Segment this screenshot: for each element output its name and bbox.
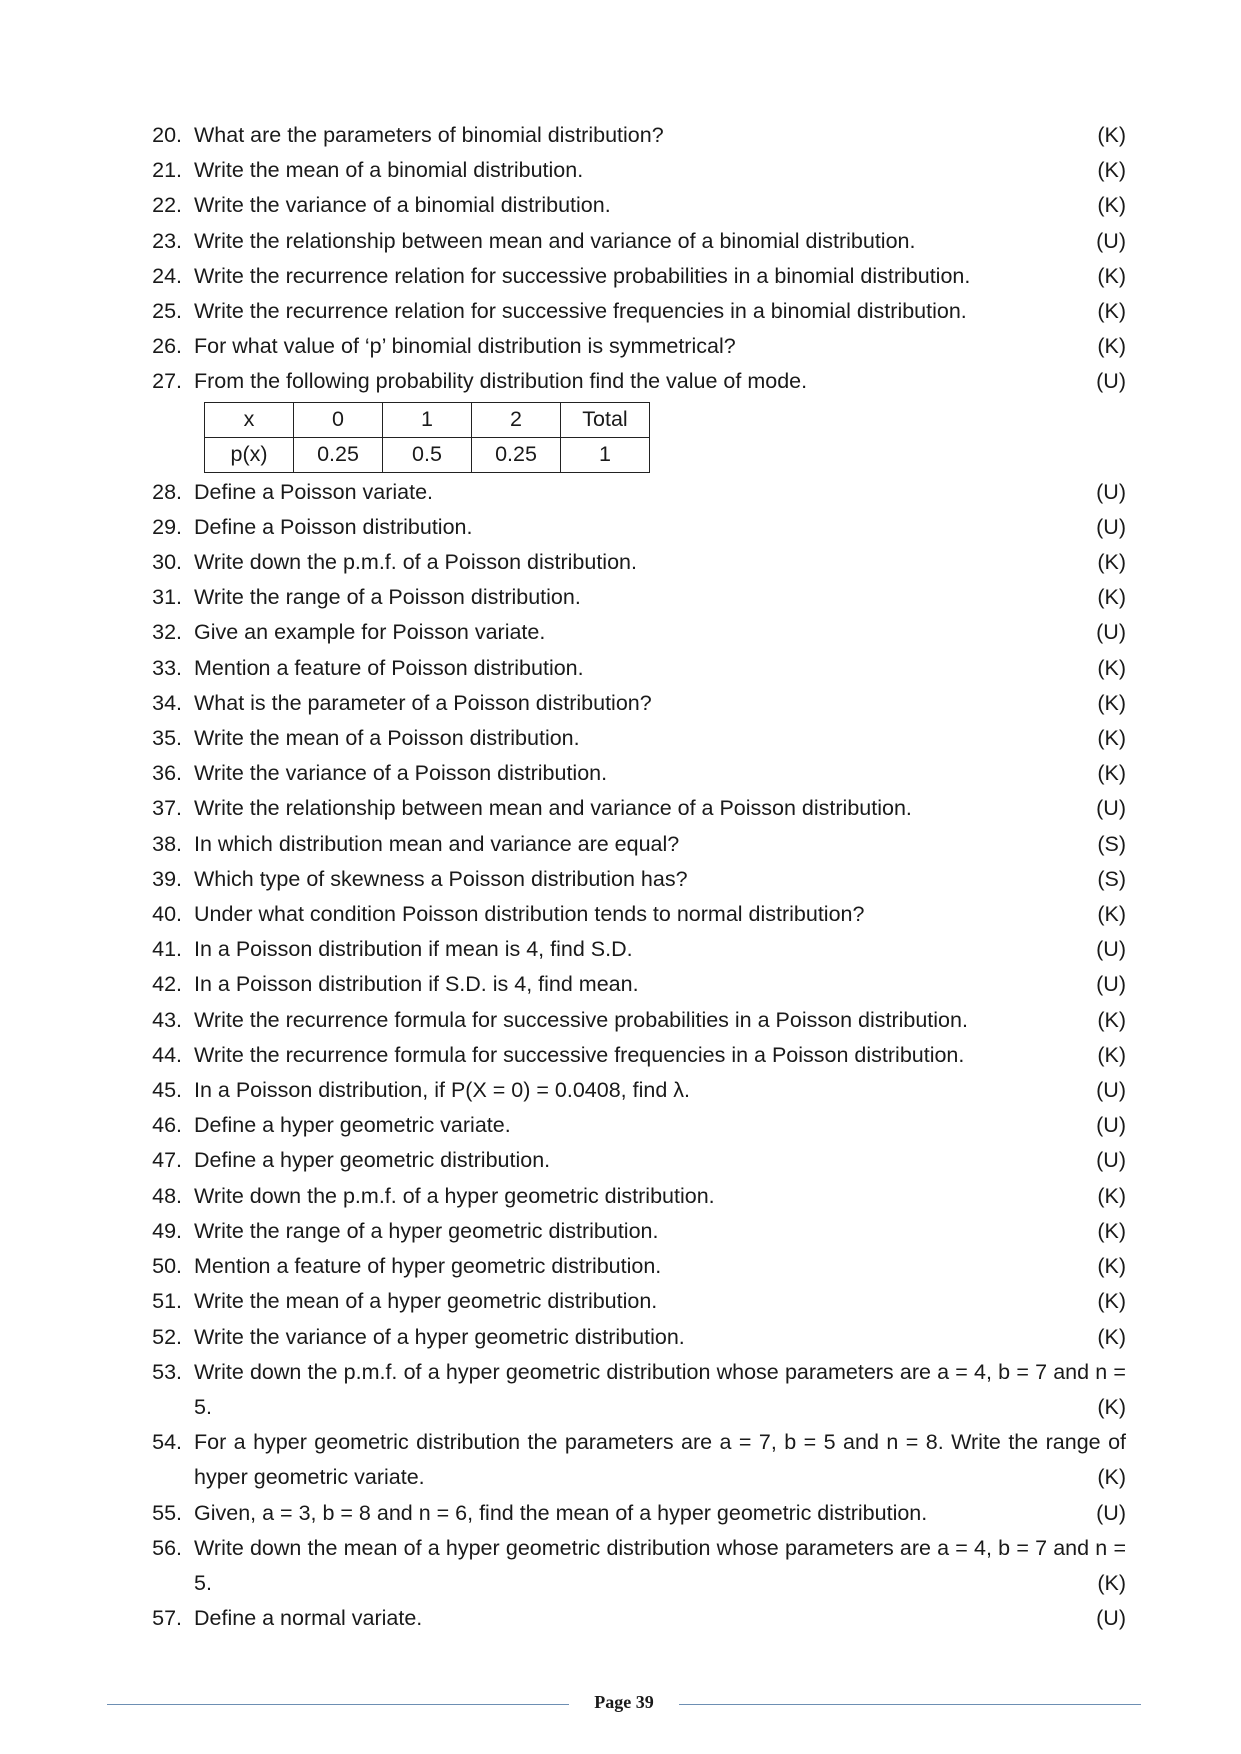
question-tag: (S) <box>1097 831 1126 856</box>
question-text: Write the relationship between mean and variance of a Poisson distribution. <box>194 796 912 821</box>
question-tag: (U) <box>1096 1113 1126 1138</box>
question-number: 46. <box>152 1113 182 1138</box>
page-footer <box>107 1692 1141 1716</box>
table-cell: 0.25 <box>294 437 383 472</box>
question-tag: (K) <box>1097 902 1126 927</box>
question-item <box>146 897 1126 932</box>
question-text: Define a Poisson variate. <box>194 479 434 504</box>
question-text: Write down the mean of a hyper geometric distribution whose parameters are a = 4, b = 7 and n = 5. <box>194 1535 1126 1595</box>
table-cell: 2 <box>472 402 561 437</box>
question-text: Given, a = 3, b = 8 and n = 6, find the mean of a hyper geometric distribution. <box>194 1500 928 1525</box>
question-tag: (U) <box>1096 1078 1126 1103</box>
question-text: Write the variance of a hyper geometric distribution. <box>194 1324 685 1349</box>
question-number: 42. <box>152 972 182 997</box>
question-tag: (K) <box>1097 726 1126 751</box>
question-text: Write down the p.m.f. of a hyper geometric distribution whose parameters are a = 4, b = 7 and n = 5. <box>194 1359 1126 1419</box>
question-number: 56. <box>152 1535 182 1560</box>
question-text: Write the recurrence relation for successive probabilities in a binomial distribution. <box>194 263 971 288</box>
question-tag: (K) <box>1097 1007 1126 1032</box>
question-item <box>146 1249 1126 1284</box>
question-tag: (S) <box>1097 866 1126 891</box>
question-item <box>146 1038 1126 1073</box>
question-item <box>146 1531 1126 1601</box>
question-item <box>146 329 1126 364</box>
table-cell: x <box>205 402 294 437</box>
question-number: 37. <box>152 796 182 821</box>
question-item <box>146 1179 1126 1214</box>
question-tag: (U) <box>1096 796 1126 821</box>
question-number: 45. <box>152 1078 182 1103</box>
question-item <box>146 545 1126 580</box>
question-item <box>146 827 1126 862</box>
question-number: 50. <box>152 1254 182 1279</box>
question-tag: (K) <box>1097 1324 1126 1349</box>
question-item <box>146 932 1126 967</box>
question-tag: (K) <box>1097 299 1126 324</box>
question-tag: (K) <box>1097 1289 1126 1314</box>
question-text: Write the recurrence relation for successive frequencies in a binomial distribution. <box>194 299 967 324</box>
question-text: Write the recurrence formula for successive frequencies in a Poisson distribution. <box>194 1042 965 1067</box>
question-item <box>146 1073 1126 1108</box>
question-item <box>146 651 1126 686</box>
question-text: Write the relationship between mean and variance of a binomial distribution. <box>194 228 916 253</box>
question-number: 35. <box>152 726 182 751</box>
question-item <box>146 580 1126 615</box>
table-cell: p(x) <box>205 437 294 472</box>
question-tag: (K) <box>1097 263 1126 288</box>
question-text: Mention a feature of hyper geometric distribution. <box>194 1254 662 1279</box>
question-tag: (K) <box>1097 1394 1126 1419</box>
question-text: Write the variance of a binomial distribution. <box>194 193 611 218</box>
question-number: 30. <box>152 550 182 575</box>
question-tag: (K) <box>1097 1183 1126 1208</box>
table-cell: 0.25 <box>472 437 561 472</box>
question-item <box>146 967 1126 1002</box>
question-item <box>146 721 1126 756</box>
question-text: Write the mean of a hyper geometric distribution. <box>194 1289 658 1314</box>
question-item <box>146 118 1126 153</box>
question-text: Write down the p.m.f. of a hyper geometric distribution. <box>194 1183 715 1208</box>
question-tag: (U) <box>1096 972 1126 997</box>
question-item <box>146 1320 1126 1355</box>
question-item <box>146 1143 1126 1178</box>
question-number: 43. <box>152 1007 182 1032</box>
question-item <box>146 1003 1126 1038</box>
question-text: In a Poisson distribution if mean is 4, find S.D. <box>194 937 633 962</box>
question-item <box>146 153 1126 188</box>
question-tag: (K) <box>1097 193 1126 218</box>
question-item <box>146 364 1126 399</box>
question-item <box>146 791 1126 826</box>
question-tag: (K) <box>1097 158 1126 183</box>
question-number: 53. <box>152 1359 182 1384</box>
question-item <box>146 510 1126 545</box>
question-item <box>146 1496 1126 1531</box>
question-tag: (U) <box>1096 479 1126 504</box>
question-number: 55. <box>152 1500 182 1525</box>
question-tag: (U) <box>1096 1500 1126 1525</box>
question-text: From the following probability distribution find the value of mode. <box>194 369 808 394</box>
question-number: 29. <box>152 514 182 539</box>
question-text: In which distribution mean and variance are equal? <box>194 831 680 856</box>
question-item <box>146 1601 1126 1636</box>
question-tag: (U) <box>1096 620 1126 645</box>
question-number: 40. <box>152 902 182 927</box>
question-item <box>146 862 1126 897</box>
question-text: Define a hyper geometric variate. <box>194 1113 511 1138</box>
question-number: 36. <box>152 761 182 786</box>
question-number: 20. <box>152 123 182 147</box>
question-item <box>146 1284 1126 1319</box>
question-tag: (K) <box>1097 1254 1126 1279</box>
question-number: 26. <box>152 334 182 359</box>
question-number: 49. <box>152 1218 182 1243</box>
question-number: 51. <box>152 1289 182 1314</box>
footer-rule-right <box>679 1704 1141 1705</box>
question-tag: (K) <box>1097 1465 1126 1490</box>
question-tag: (K) <box>1097 690 1126 715</box>
question-tag: (K) <box>1097 1570 1126 1595</box>
question-number: 25. <box>152 299 182 324</box>
question-tag: (K) <box>1097 550 1126 575</box>
question-number: 34. <box>152 690 182 715</box>
question-text: Define a Poisson distribution. <box>194 514 473 539</box>
question-item <box>146 294 1126 329</box>
question-text: Define a normal variate. <box>194 1606 423 1631</box>
question-number: 23. <box>152 228 182 253</box>
question-item <box>146 615 1126 650</box>
question-number: 44. <box>152 1042 182 1067</box>
question-tag: (K) <box>1097 655 1126 680</box>
question-item <box>146 1425 1126 1495</box>
question-text: Define a hyper geometric distribution. <box>194 1148 551 1173</box>
question-tag: (K) <box>1097 334 1126 359</box>
table-cell: 0.5 <box>383 437 472 472</box>
question-number: 21. <box>152 158 182 183</box>
question-text: Write down the p.m.f. of a Poisson distribution. <box>194 550 637 575</box>
question-item <box>146 1214 1126 1249</box>
question-text: In a Poisson distribution, if P(X = 0) = 0.0408, find λ. <box>194 1078 690 1103</box>
question-tag: (U) <box>1096 228 1126 253</box>
question-tag: (U) <box>1096 514 1126 539</box>
table-row <box>205 437 650 472</box>
question-number: 28. <box>152 479 182 504</box>
question-number: 38. <box>152 831 182 856</box>
question-number: 39. <box>152 866 182 891</box>
question-number: 41. <box>152 937 182 962</box>
question-text: Write the variance of a Poisson distribution. <box>194 761 608 786</box>
question-number: 48. <box>152 1183 182 1208</box>
question-list <box>146 118 1126 1636</box>
question-number: 54. <box>152 1430 182 1455</box>
question-number: 22. <box>152 193 182 218</box>
question-text: Write the range of a hyper geometric distribution. <box>194 1218 659 1243</box>
question-number: 57. <box>152 1606 182 1631</box>
question-text: What are the parameters of binomial distribution? <box>194 123 664 147</box>
question-item <box>146 259 1126 294</box>
question-text: Write the mean of a binomial distribution. <box>194 158 584 183</box>
question-tag: (K) <box>1097 123 1126 147</box>
question-text: For a hyper geometric distribution the parameters are a = 7, b = 5 and n = 8. Write the range of hyper geometric variate. <box>194 1430 1126 1490</box>
question-text: Write the range of a Poisson distribution. <box>194 585 581 610</box>
table-cell: 0 <box>294 402 383 437</box>
question-tag: (U) <box>1096 1606 1126 1631</box>
question-tag: (K) <box>1097 585 1126 610</box>
question-tag: (U) <box>1096 1148 1126 1173</box>
question-text: Which type of skewness a Poisson distribution has? <box>194 866 688 891</box>
question-item <box>146 188 1126 223</box>
question-text: In a Poisson distribution if S.D. is 4, find mean. <box>194 972 639 997</box>
question-text: Give an example for Poisson variate. <box>194 620 546 645</box>
question-item <box>146 686 1126 721</box>
question-text: Mention a feature of Poisson distribution. <box>194 655 584 680</box>
question-number: 32. <box>152 620 182 645</box>
question-tag: (K) <box>1097 761 1126 786</box>
question-tag: (K) <box>1097 1218 1126 1243</box>
question-number: 47. <box>152 1148 182 1173</box>
question-number: 33. <box>152 655 182 680</box>
probability-table <box>204 402 650 473</box>
table-row <box>205 402 650 437</box>
question-item <box>146 1355 1126 1425</box>
question-item <box>146 756 1126 791</box>
question-item <box>146 475 1126 510</box>
question-number: 31. <box>152 585 182 610</box>
question-item <box>146 1108 1126 1143</box>
question-item <box>146 224 1126 259</box>
question-text: Under what condition Poisson distribution tends to normal distribution? <box>194 902 865 927</box>
question-text: For what value of ‘p’ binomial distribution is symmetrical? <box>194 334 736 359</box>
question-tag: (U) <box>1096 369 1126 394</box>
question-text: Write the recurrence formula for successive probabilities in a Poisson distribution. <box>194 1007 968 1032</box>
question-text: What is the parameter of a Poisson distribution? <box>194 690 652 715</box>
question-tag: (U) <box>1096 937 1126 962</box>
question-number: 52. <box>152 1324 182 1349</box>
question-text: Write the mean of a Poisson distribution. <box>194 726 580 751</box>
page-number: Page 39 <box>594 1692 654 1712</box>
question-number: 27. <box>152 369 182 394</box>
question-number: 24. <box>152 263 182 288</box>
table-cell: 1 <box>561 437 650 472</box>
table-cell: 1 <box>383 402 472 437</box>
question-tag: (K) <box>1097 1042 1126 1067</box>
table-cell: Total <box>561 402 650 437</box>
